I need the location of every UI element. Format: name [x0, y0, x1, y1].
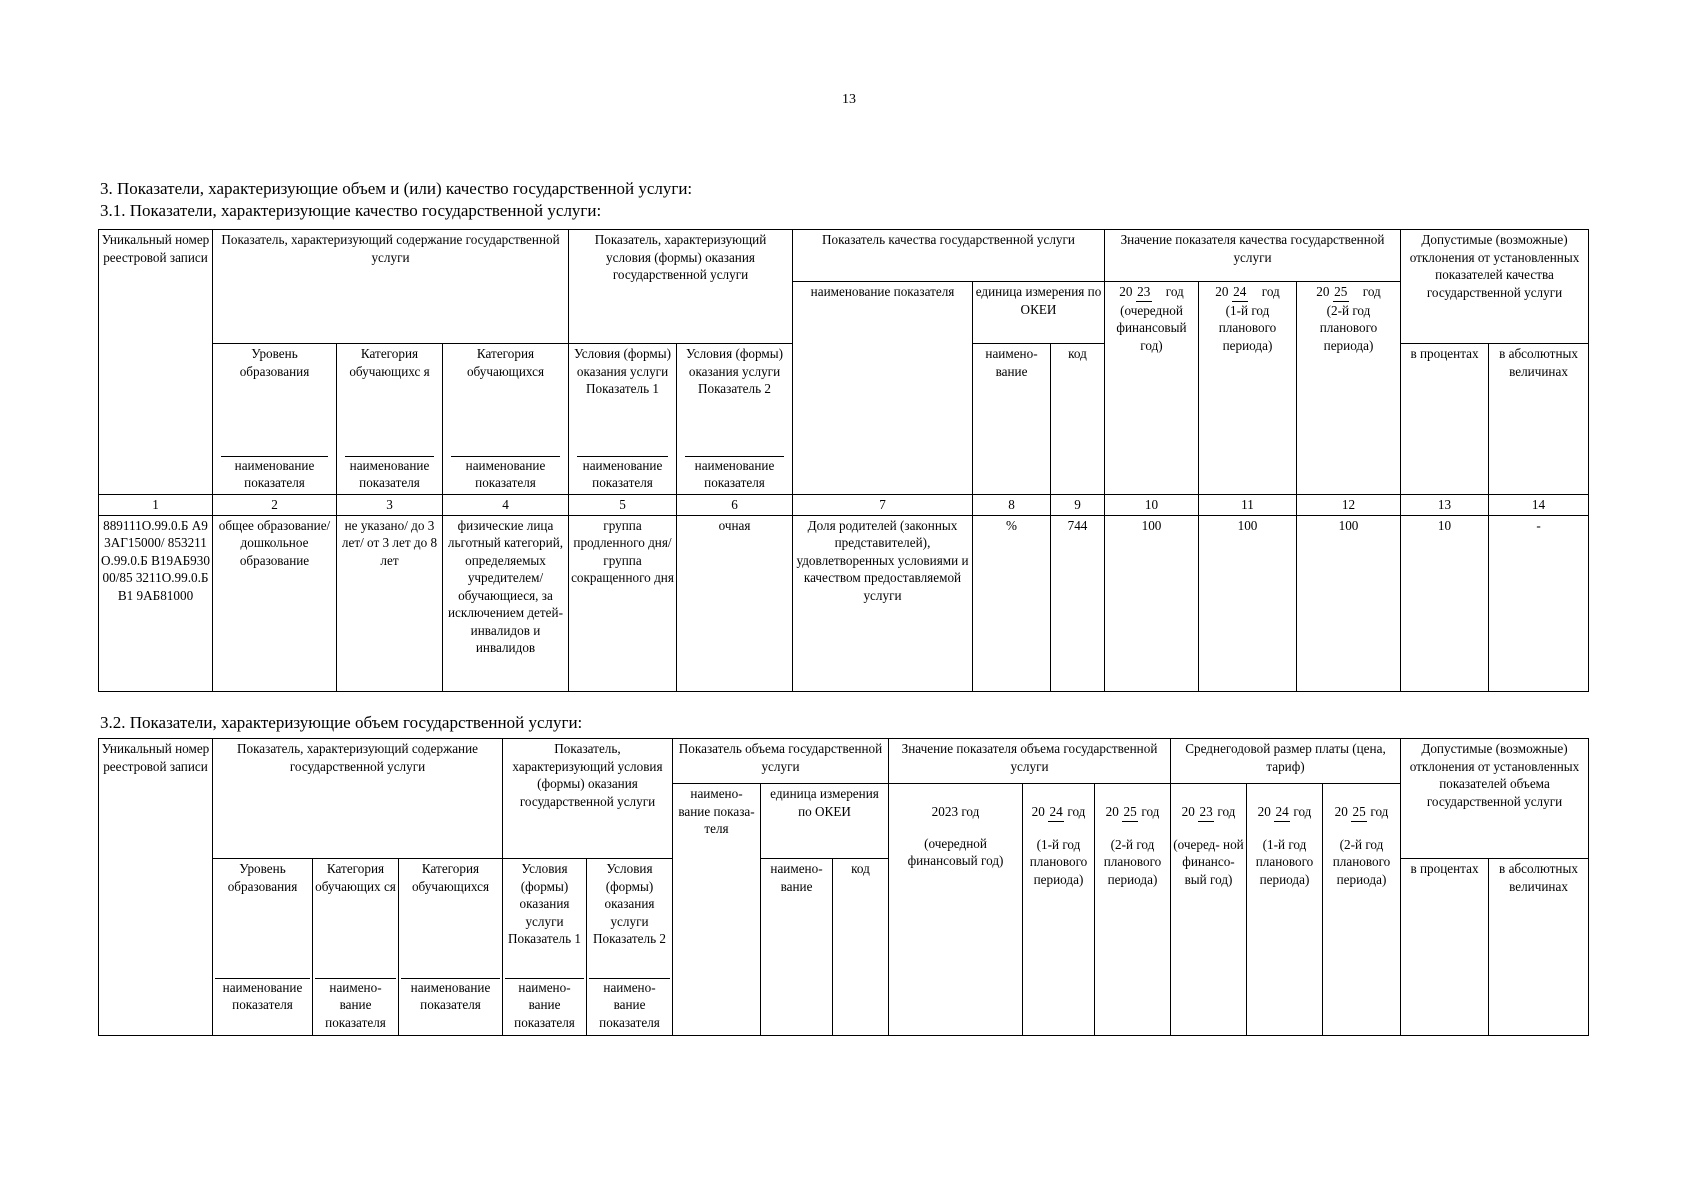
- content-indicator-header: Показатель, характеризующий содержание государственной услуги: [213, 230, 569, 344]
- category-1-subheader: наимено- вание показателя: [313, 976, 399, 1036]
- cell-deviation-absolute: -: [1489, 515, 1589, 691]
- volume-deviation-header: Допустимые (возможные) отклонения от установленных показателей объема государственной услуги: [1401, 739, 1589, 859]
- col-number: 12: [1297, 495, 1401, 516]
- category-1-header: Категория обучающихс я: [337, 344, 443, 454]
- col-number: 10: [1105, 495, 1199, 516]
- volume-value-header: Значение показателя объема государственной услуги: [889, 739, 1171, 784]
- level-subheader: наименование показателя: [213, 976, 313, 1036]
- cell-category-2: физические лица льготный категорий, определяемых учредителем/ обучающиеся, за исключением детей-инвалидов и инвалидов: [443, 515, 569, 691]
- category-1-subheader: наименование показателя: [337, 454, 443, 495]
- col-number: 11: [1199, 495, 1297, 516]
- section-3-1-title: 3.1. Показатели, характеризующие качество государственной услуги:: [100, 201, 602, 220]
- condition-2-header: Условия (формы) оказания услуги Показатель 2: [677, 344, 793, 454]
- level-header: Уровень образования: [213, 344, 337, 454]
- level-header: Уровень образования: [213, 859, 313, 976]
- col-number: 9: [1051, 495, 1105, 516]
- quality-indicator-header: Показатель качества государственной услуги: [793, 230, 1105, 282]
- cell-deviation-percent: 10: [1401, 515, 1489, 691]
- cell-category-1: не указано/ до 3 лет/ от 3 лет до 8 лет: [337, 515, 443, 691]
- cell-unit-code: 744: [1051, 515, 1105, 691]
- fee-year-1-header: 20 23 год (очеред- ной финансо- вый год): [1171, 784, 1247, 1036]
- condition-2-header: Условия (формы) оказания услуги Показатель 2: [587, 859, 673, 976]
- condition-1-subheader: наименование показателя: [569, 454, 677, 495]
- indicator-name-header: наимено- вание показа- теля: [673, 784, 761, 1036]
- deviation-percent-header: в процентах: [1401, 344, 1489, 495]
- cell-unique-number: 889111О.99.0.Б А93АГ15000/ 853211О.99.0.Б В19АБ93000/85 3211О.99.0.БВ1 9АБ81000: [99, 515, 213, 691]
- unit-header: единица измерения по ОКЕИ: [973, 282, 1105, 344]
- cell-year-1: 100: [1105, 515, 1199, 691]
- page-number: 13: [842, 92, 856, 107]
- fee-header: Среднегодовой размер платы (цена, тариф): [1171, 739, 1401, 784]
- category-2-header: Категория обучающихся: [443, 344, 569, 454]
- col-number: 3: [337, 495, 443, 516]
- deviation-absolute-header: в абсолютных величинах: [1489, 859, 1589, 1036]
- category-2-subheader: наименование показателя: [443, 454, 569, 495]
- unit-header: единица измерения по ОКЕИ: [761, 784, 889, 859]
- value-year-3-header: 20 25 год (2-й год планового периода): [1095, 784, 1171, 1036]
- unit-name-header: наимено- вание: [973, 344, 1051, 495]
- unique-number-header: Уникальный номер реестровой записи: [99, 739, 213, 1036]
- condition-2-subheader: наименование показателя: [677, 454, 793, 495]
- condition-1-header: Условия (формы) оказания услуги Показатель 1: [569, 344, 677, 454]
- condition-1-subheader: наимено- вание показателя: [503, 976, 587, 1036]
- condition-2-subheader: наимено- вание показателя: [587, 976, 673, 1036]
- unit-code-header: код: [1051, 344, 1105, 495]
- deviation-percent-header: в процентах: [1401, 859, 1489, 1036]
- value-year-1-header: 2023 год (очередной финансовый год): [889, 784, 1023, 1036]
- year-3-header: 20 25 год (2-й год планового периода): [1297, 282, 1401, 495]
- category-2-subheader: наименование показателя: [399, 976, 503, 1036]
- table-row: [99, 515, 1589, 691]
- col-number: 4: [443, 495, 569, 516]
- col-number: 2: [213, 495, 337, 516]
- deviation-absolute-header: в абсолютных величинах: [1489, 344, 1589, 495]
- cell-year-3: 100: [1297, 515, 1401, 691]
- col-number: 5: [569, 495, 677, 516]
- level-subheader: наименование показателя: [213, 454, 337, 495]
- condition-1-header: Условия (формы) оказания услуги Показатель 1: [503, 859, 587, 976]
- quality-table: [98, 229, 1589, 692]
- col-number: 1: [99, 495, 213, 516]
- content-indicator-header: Показатель, характеризующий содержание государственной услуги: [213, 739, 503, 859]
- unit-name-header: наимено- вание: [761, 859, 833, 1036]
- cell-year-2: 100: [1199, 515, 1297, 691]
- volume-table: [98, 738, 1589, 1036]
- section-3-2-title: 3.2. Показатели, характеризующие объем государственной услуги:: [100, 713, 583, 732]
- quality-deviation-header: Допустимые (возможные) отклонения от установленных показателей качества государственной услуги: [1401, 230, 1589, 344]
- col-number: 6: [677, 495, 793, 516]
- category-1-header: Категория обучающих ся: [313, 859, 399, 976]
- value-year-2-header: 20 24 год (1-й год планового периода): [1023, 784, 1095, 1036]
- year-1-header: 20 23 год (очередной финансовый год): [1105, 282, 1199, 495]
- col-number: 7: [793, 495, 973, 516]
- cell-unit-name: %: [973, 515, 1051, 691]
- cell-condition-2: очная: [677, 515, 793, 691]
- col-number: 14: [1489, 495, 1589, 516]
- conditions-indicator-header: Показатель, характеризующий условия (формы) оказания государственной услуги: [503, 739, 673, 859]
- col-number: 13: [1401, 495, 1489, 516]
- fee-year-2-header: 20 24 год (1-й год планового периода): [1247, 784, 1323, 1036]
- col-number: 8: [973, 495, 1051, 516]
- section-3-title: 3. Показатели, характеризующие объем и (или) качество государственной услуги:: [100, 179, 693, 198]
- unit-code-header: код: [833, 859, 889, 1036]
- cell-condition-1: группа продленного дня/ группа сокращенного дня: [569, 515, 677, 691]
- fee-year-3-header: 20 25 год (2-й год планового периода): [1323, 784, 1401, 1036]
- cell-level: общее образование/ дошкольное образование: [213, 515, 337, 691]
- quality-value-header: Значение показателя качества государственной услуги: [1105, 230, 1401, 282]
- unique-number-header: Уникальный номер реестровой записи: [99, 230, 213, 495]
- year-2-header: 20 24 год (1-й год планового периода): [1199, 282, 1297, 495]
- cell-indicator-name: Доля родителей (законных представителей), удовлетворенных условиями и качеством предоставляемой услуги: [793, 515, 973, 691]
- conditions-indicator-header: Показатель, характеризующий условия (формы) оказания государственной услуги: [569, 230, 793, 344]
- category-2-header: Категория обучающихся: [399, 859, 503, 976]
- indicator-name-header: наименование показателя: [793, 282, 973, 495]
- volume-indicator-header: Показатель объема государственной услуги: [673, 739, 889, 784]
